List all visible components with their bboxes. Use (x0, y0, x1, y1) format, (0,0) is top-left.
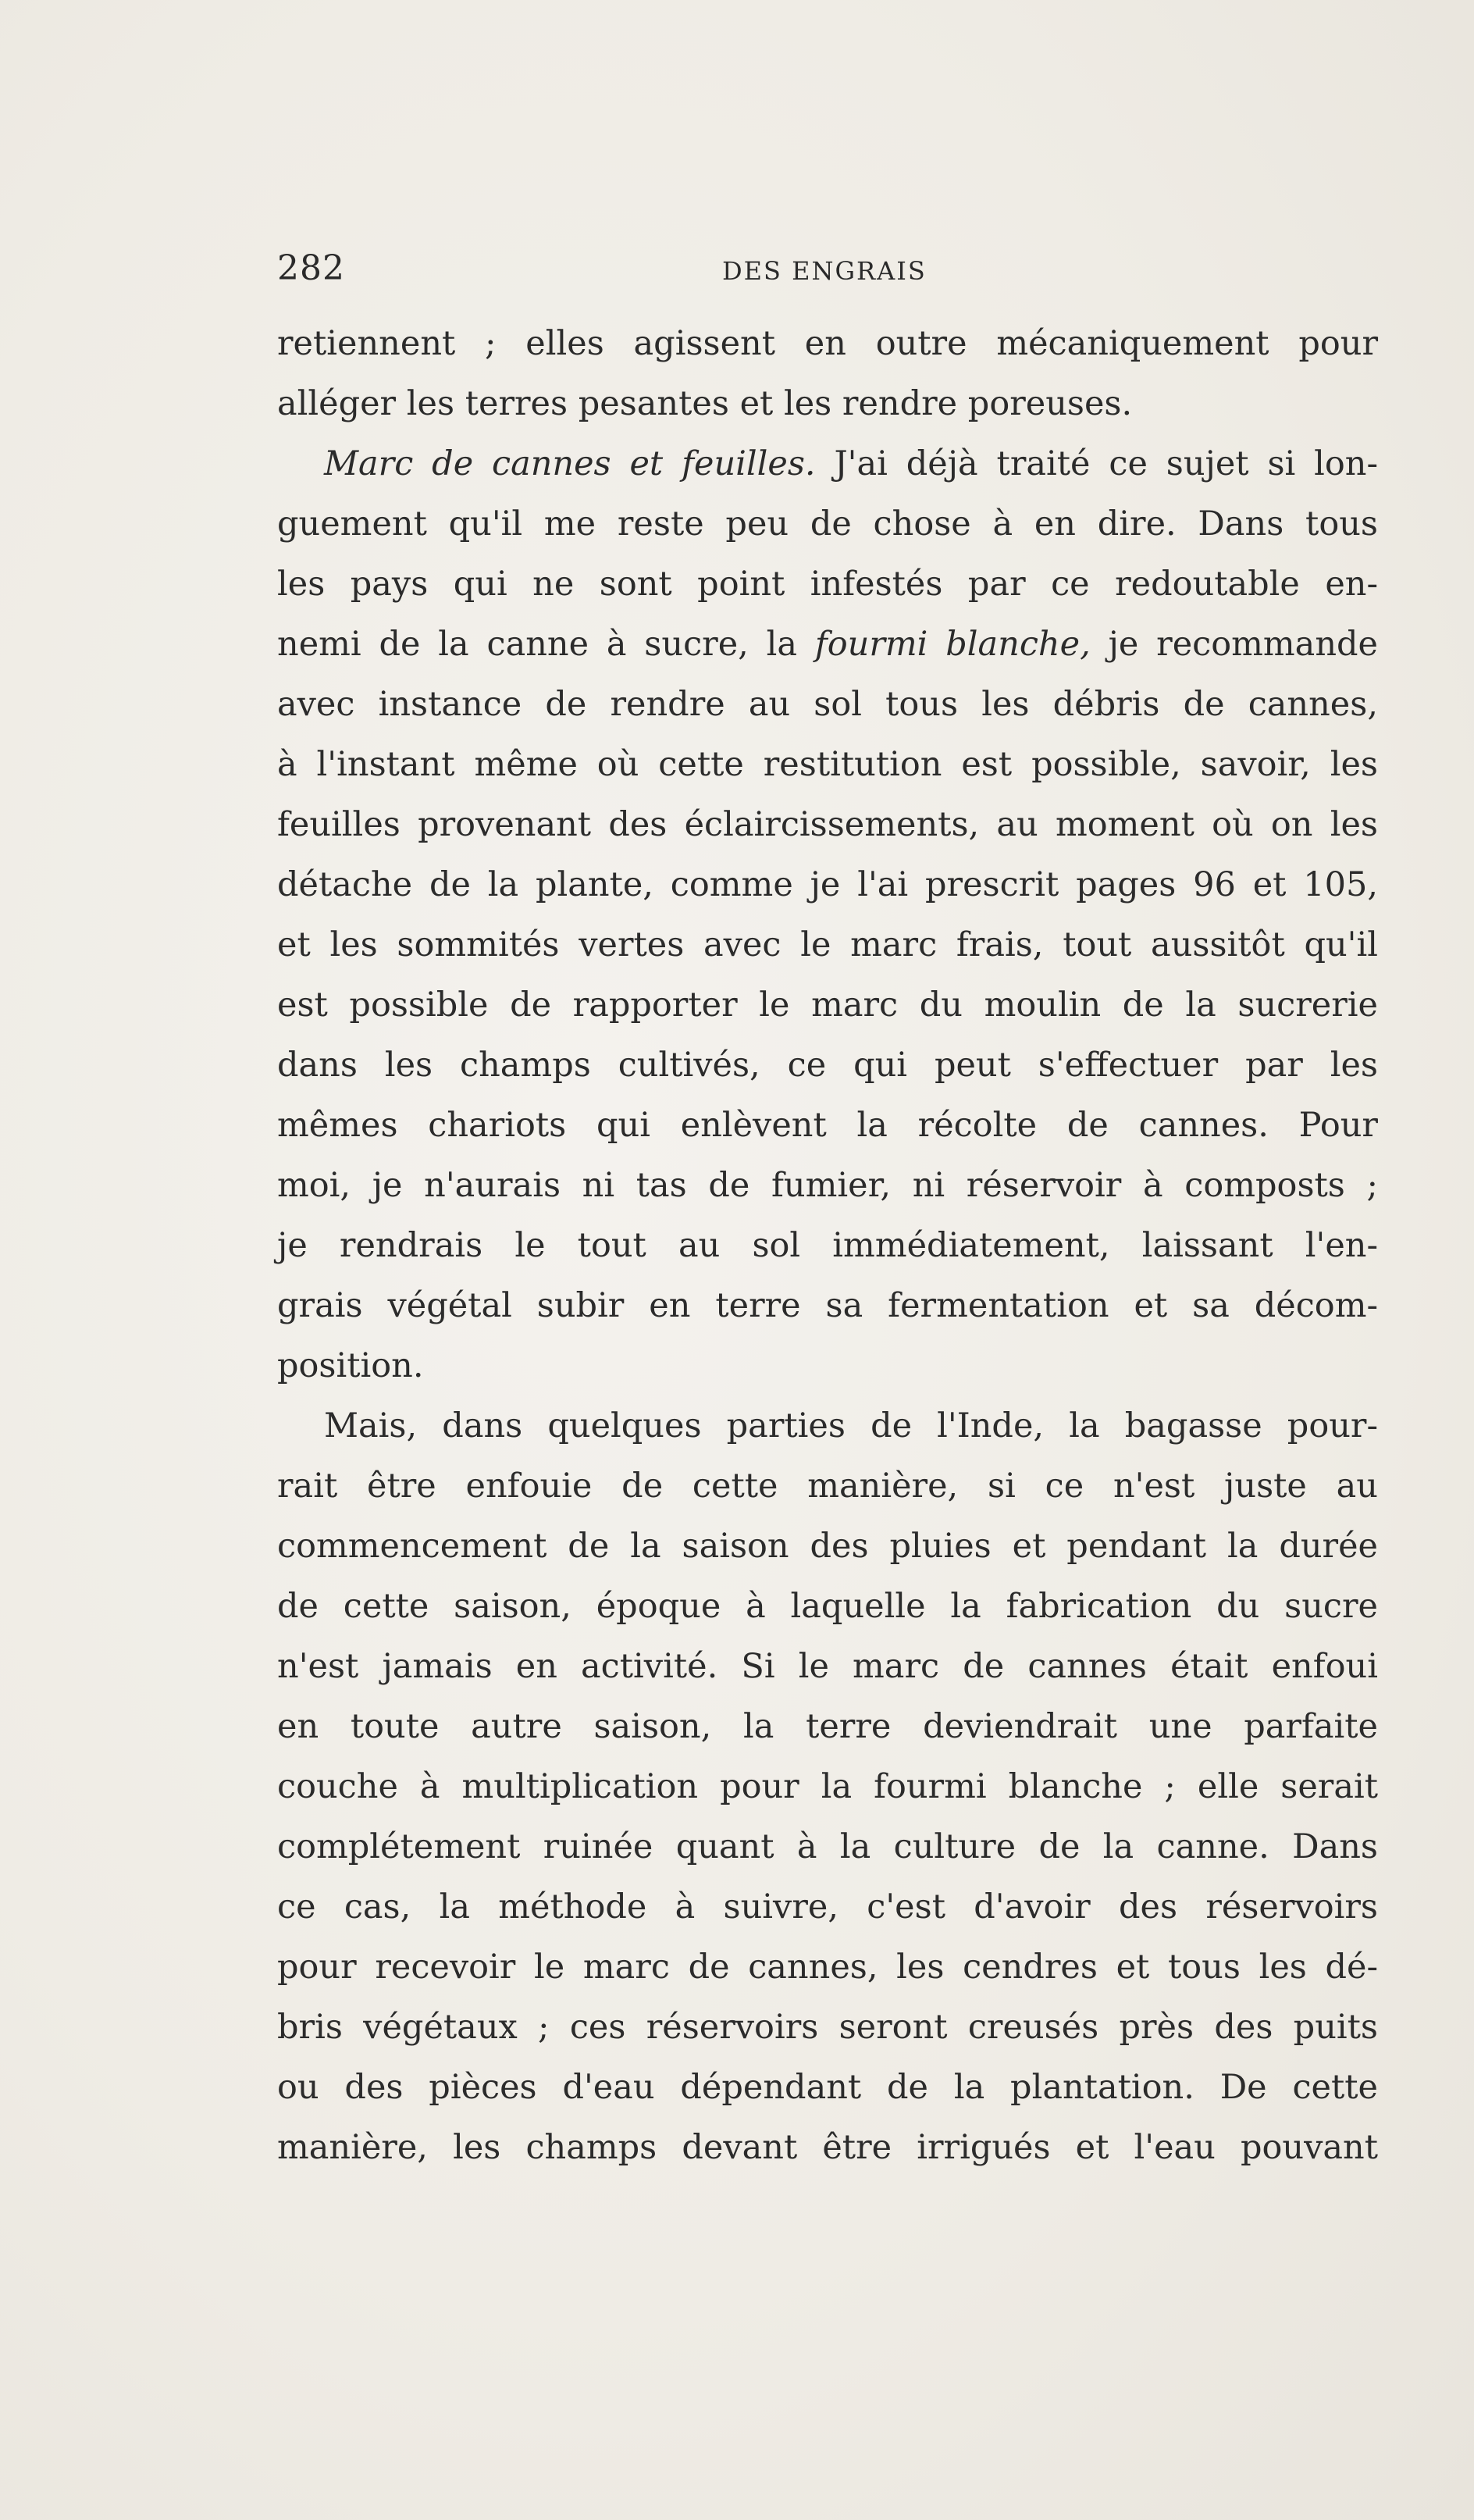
text-line: est possible de rapporter le marc du moulin de la sucrerie (277, 986, 1378, 1025)
text-line: en toute autre saison, la terre deviendrait une parfaite (277, 1707, 1378, 1746)
text-line: ce cas, la méthode à suivre, c'est d'avoir des réservoirs (277, 1887, 1378, 1927)
text-line: commencement de la saison des pluies et pendant la durée (277, 1527, 1378, 1566)
text-line: ou des pièces d'eau dépendant de la plantation. De cette (277, 2068, 1378, 2107)
text-line: feuilles provenant des éclaircissements, au moment où on les (277, 805, 1378, 844)
text-line: grais végétal subir en terre sa fermentation et sa décom- (277, 1286, 1378, 1325)
text-line: bris végétaux ; ces réservoirs seront creusés près des puits (277, 2008, 1378, 2047)
text-line: manière, les champs devant être irrigués et l'eau pouvant (277, 2128, 1378, 2167)
text-fragment: J'ai déjà traité ce sujet si lon- (815, 444, 1378, 483)
text-line: les pays qui ne sont point infestés par ce redoutable en- (277, 565, 1378, 604)
text-line: complétement ruinée quant à la culture de la canne. Dans (277, 1827, 1378, 1866)
text-line: de cette saison, époque à laquelle la fabrication du sucre (277, 1587, 1378, 1626)
text-line: et les sommités vertes avec le marc frais, tout aussitôt qu'il (277, 925, 1378, 964)
text-line: détache de la plante, comme je l'ai prescrit pages 96 et 105, (277, 865, 1378, 904)
body-text (277, 314, 1378, 2178)
text-line: rait être enfouie de cette manière, si ce n'est juste au (277, 1467, 1378, 1506)
running-title: DES ENGRAIS (722, 256, 927, 286)
text-line: Mais, dans quelques parties de l'Inde, la bagasse pour- (324, 1406, 1378, 1445)
page-number: 282 (277, 248, 345, 288)
italic-heading: Marc de cannes et feuilles. (324, 444, 816, 483)
text-line-with-italic-heading (277, 434, 1378, 494)
text-line: moi, je n'aurais ni tas de fumier, ni réservoir à composts ; (277, 1166, 1378, 1205)
text-line: position. (277, 1346, 424, 1385)
text-line: je rendrais le tout au sol immédiatement, laissant l'en- (277, 1226, 1378, 1265)
text-line: à l'instant même où cette restitution est possible, savoir, les (277, 745, 1378, 784)
text-line: alléger les terres pesantes et les rendre poreuses. (277, 384, 1133, 423)
text-line: mêmes chariots qui enlèvent la récolte de cannes. Pour (277, 1106, 1378, 1145)
text-line: avec instance de rendre au sol tous les débris de cannes, (277, 685, 1378, 724)
page-header (277, 248, 1378, 295)
text-line: dans les champs cultivés, ce qui peut s'effectuer par les (277, 1046, 1378, 1085)
text-line: pour recevoir le marc de cannes, les cendres et tous les dé- (277, 1948, 1378, 1987)
text-line: n'est jamais en activité. Si le marc de cannes était enfoui (277, 1647, 1378, 1686)
text-line: retiennent ; elles agissent en outre mécaniquement pour (277, 324, 1378, 363)
text-line-with-italic (277, 615, 1378, 675)
italic-term: fourmi blanche, (814, 625, 1091, 664)
text-line: couche à multiplication pour la fourmi blanche ; elle serait (277, 1767, 1378, 1806)
text-line: guement qu'il me reste peu de chose à en dire. Dans tous (277, 504, 1378, 544)
text-fragment: je recommande (1090, 625, 1378, 664)
text-fragment: nemi de la canne à sucre, la (277, 625, 815, 664)
